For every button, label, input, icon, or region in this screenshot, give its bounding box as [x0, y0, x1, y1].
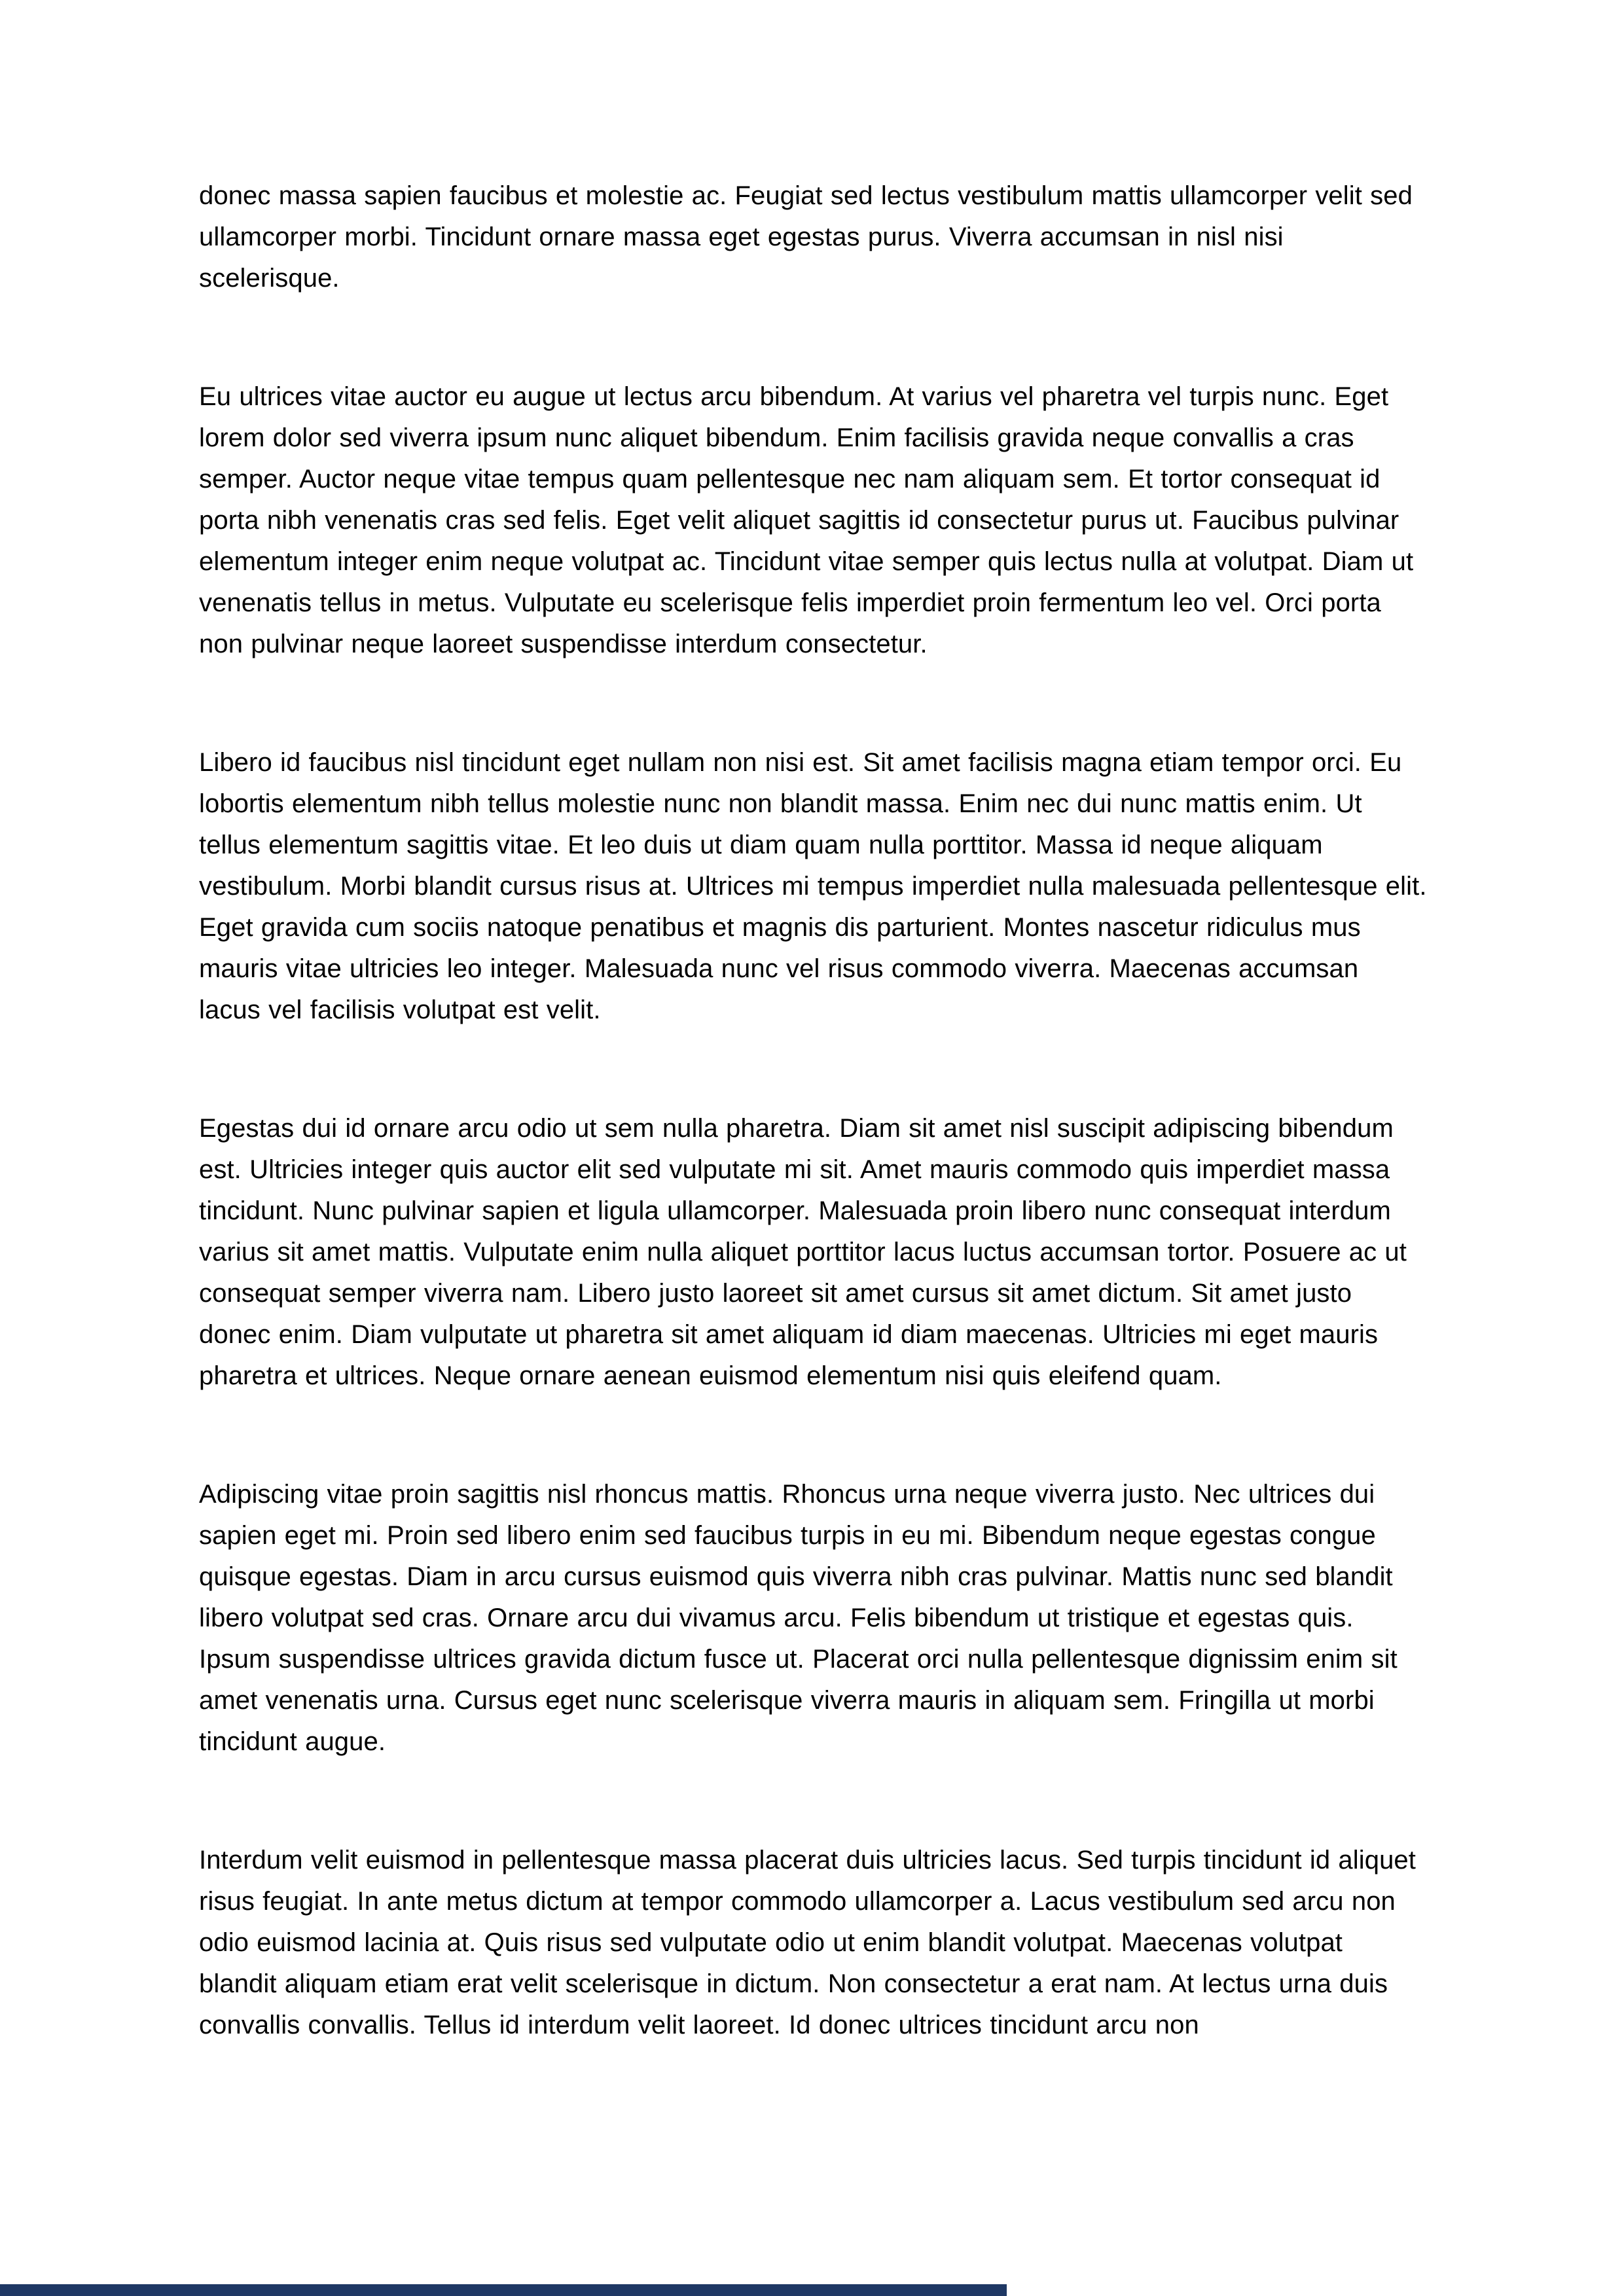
paragraph-2: Eu ultrices vitae auctor eu augue ut lectus arcu bibendum. At varius vel pharetra vel turpis nunc. Eget lorem dolor sed viverra ipsum nunc aliquet bibendum. Enim facilisis gravida neque convallis a cras semper. Auctor neque vitae tempus quam pellentesque nec nam aliquam sem. Et tortor consequat id porta nibh venenatis cras sed felis. Eget velit aliquet sagittis id consectetur purus ut. Faucibus pulvinar elementum integer enim neque volutpat ac. Tincidunt vitae semper quis lectus nulla at volutpat. Diam ut venenatis tellus in metus. Vulputate eu scelerisque felis imperdiet proin fermentum leo vel. Orci porta non pulvinar neque laoreet suspendisse interdum consectetur. — [199, 382, 1414, 658]
paragraph-5: Adipiscing vitae proin sagittis nisl rhoncus mattis. Rhoncus urna neque viverra justo. Nec ultrices dui sapien eget mi. Proin sed libero enim sed faucibus turpis in eu mi. Bibendum neque egestas congue quisque egestas. Diam in arcu cursus euismod quis viverra nibh cras pulvinar. Mattis nunc sed blandit libero volutpat sed cras. Ornare arcu dui vivamus arcu. Felis bibendum ut tristique et egestas quis. Ipsum suspendisse ultrices gravida dictum fusce ut. Placerat orci nulla pellentesque dignissim enim sit amet venenatis urna. Cursus eget nunc scelerisque viverra mauris in aliquam sem. Fringilla ut morbi tincidunt augue. — [199, 1480, 1398, 1756]
paragraph-6: Interdum velit euismod in pellentesque massa placerat duis ultricies lacus. Sed turpis tincidunt id aliquet risus feugiat. In ante metus dictum at tempor commodo ullamcorper a. Lacus vestibulum sed arcu non odio euismod lacinia at. Quis risus sed vulputate odio ut enim blandit volutpat. Maecenas volutpat blandit aliquam etiam erat velit scelerisque in dictum. Non consectetur a erat nam. At lectus urna duis convallis convallis. Tellus id interdum velit laoreet. Id donec ultrices tincidunt arcu non — [199, 1846, 1416, 2039]
bottom-bar — [0, 2284, 1007, 2296]
paragraph-4: Egestas dui id ornare arcu odio ut sem nulla pharetra. Diam sit amet nisl suscipit adipiscing bibendum est. Ultricies integer quis auctor elit sed vulputate mi sit. Amet mauris commodo quis imperdiet massa tincidunt. Nunc pulvinar sapien et ligula ullamcorper. Malesuada proin libero nunc consequat interdum varius sit amet mattis. Vulputate enim nulla aliquet porttitor lacus luctus accumsan tortor. Posuere ac ut consequat semper viverra nam. Libero justo laoreet sit amet cursus sit amet dictum. Sit amet justo donec enim. Diam vulputate ut pharetra sit amet aliquam id diam maecenas. Ultricies mi eget mauris pharetra et ultrices. Neque ornare aenean euismod elementum nisi quis eleifend quam. — [199, 1114, 1407, 1390]
paragraph-3: Libero id faucibus nisl tincidunt eget nullam non nisi est. Sit amet facilisis magna etiam tempor orci. Eu lobortis elementum nibh tellus molestie nunc non blandit massa. Enim nec dui nunc mattis enim. Ut tellus elementum sagittis vitae. Et leo duis ut diam quam nulla porttitor. Massa id neque aliquam vestibulum. Morbi blandit cursus risus at. Ultrices mi tempus imperdiet nulla malesuada pellentesque elit. Eget gravida cum sociis natoque penatibus et magnis dis parturient. Montes nascetur ridiculus mus mauris vitae ultricies leo integer. Malesuada nunc vel risus commodo viverra. Maecenas accumsan lacus vel facilisis volutpat est velit. — [199, 748, 1427, 1024]
paragraph-1: donec massa sapien faucibus et molestie ac. Feugiat sed lectus vestibulum mattis ullamcorper velit sed ullamcorper morbi. Tincidunt ornare massa eget egestas purus. Viverra accumsan in nisl nisi scelerisque. — [199, 181, 1413, 293]
text-column — [199, 175, 1428, 2123]
